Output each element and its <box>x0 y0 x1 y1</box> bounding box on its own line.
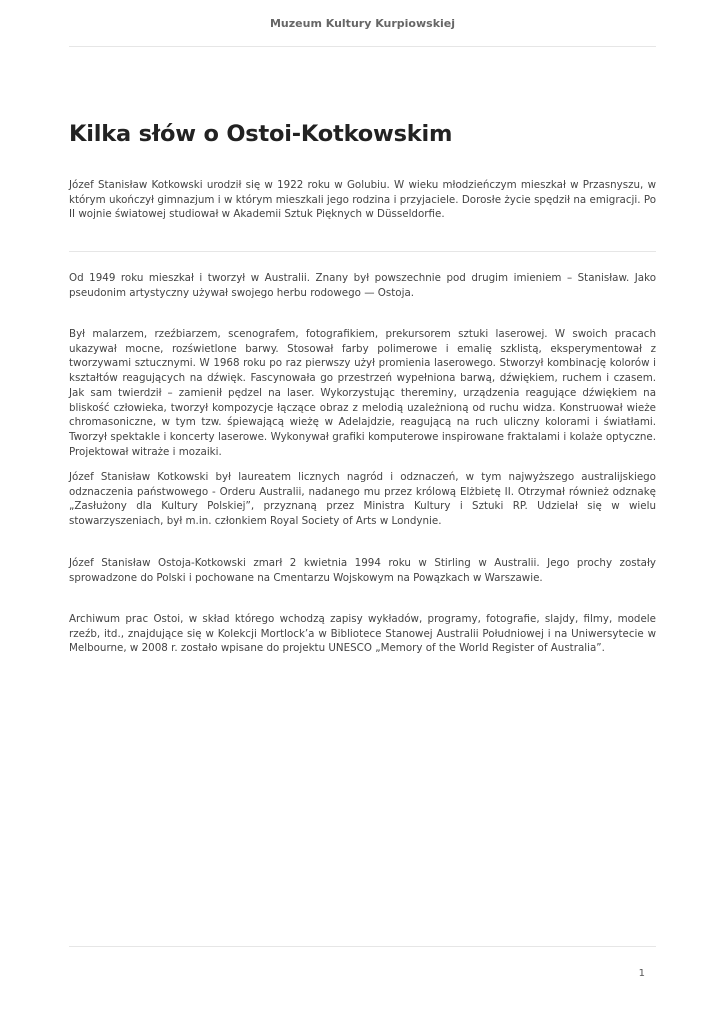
header-divider <box>69 46 656 47</box>
paragraph-archive: Archiwum prac Ostoi, w skład którego wchodzą zapisy wykładów, programy, fotografie, slajdy, filmy, modele rzeźb, itd., znajdujące się w Kolekcji Mortlock’a w Bibliotece Stanowej Australii Południowej i na Uniwersytecie w Melbourne, w 2008 r. zostało wpisane do projektu UNESCO „Memory of the World Register of Australia”. <box>69 613 656 655</box>
paragraph-artistic-work: Był malarzem, rzeźbiarzem, scenografem, fotografikiem, prekursorem sztuki laserowej. W swoich pracach ukazywał mocne, rozświetlone barwy. Stosował farby polimerowe i emalię szklistą, eksperymentował z tworzywami sztucznymi. W 1968 roku po raz pierwszy użył promienia laserowego. Stworzył kombinację kolorów i kształtów reagujących na dźwięk. Fascynowała go przestrzeń wypełniona barwą, dźwiękiem, ruchem i czasem. Jak sam twierdził – zamienił pędzel na laser. Wykorzystując thereminy, urządzenia reagujące dźwiękiem na bliskość człowieka, tworzył kompozycje łączące obraz z melodią uzależnioną od ruchu widza. Konstruował wieże chromasoniczne, w tym tzw. śpiewającą wieżę w Adelajdzie, reagującą na ruch uliczny kolorami i światłami. Tworzył spektakle i koncerty laserowe. Wykonywał grafiki komputerowe inspirowane fraktalami i kolaże optyczne. Projektował witraże i mozaiki. <box>69 328 656 458</box>
section-divider <box>69 251 656 252</box>
paragraph-awards: Józef Stanisław Kotkowski był laureatem licznych nagród i odznaczeń, w tym najwyższego australijskiego odznaczenia państwowego - Orderu Australii, nadanego mu przez królową Elżbietę II. Otrzymał również odznakę „Zasłużony dla Kultury Polskiej”, przyznaną przez Ministra Kultury i Sztuki RP. Udzielał się w wielu stowarzyszeniach, był m.in. członkiem Royal Society of Arts w Londynie. <box>69 471 656 528</box>
page-title: Kilka słów o Ostoi-Kotkowskim <box>69 121 453 147</box>
paragraph-death: Józef Stanisław Ostoja-Kotkowski zmarł 2 kwietnia 1994 roku w Stirling w Australii. Jego prochy zostały sprowadzone do Polski i pochowane na Cmentarzu Wojskowym na Powązkach w Warszawie. <box>69 557 656 584</box>
paragraph-early-life: Józef Stanisław Kotkowski urodził się w 1922 roku w Golubiu. W wieku młodzieńczym mieszkał w Przasnyszu, w którym ukończył gimnazjum i w którym mieszkali jego rodzina i przyjaciele. Dorosłe życie spędził na emigracji. Po II wojnie światowej studiował w Akademii Sztuk Pięknych w Düsseldorfie. <box>69 179 656 221</box>
paragraph-australia: Od 1949 roku mieszkał i tworzył w Australii. Znany był powszechnie pod drugim imieniem – Stanisław. Jako pseudonim artystyczny używał swojego herbu rodowego — Ostoja. <box>69 272 656 299</box>
footer-divider <box>69 946 656 947</box>
page-number: 1 <box>638 968 645 979</box>
document-header: Muzeum Kultury Kurpiowskiej <box>269 17 456 30</box>
